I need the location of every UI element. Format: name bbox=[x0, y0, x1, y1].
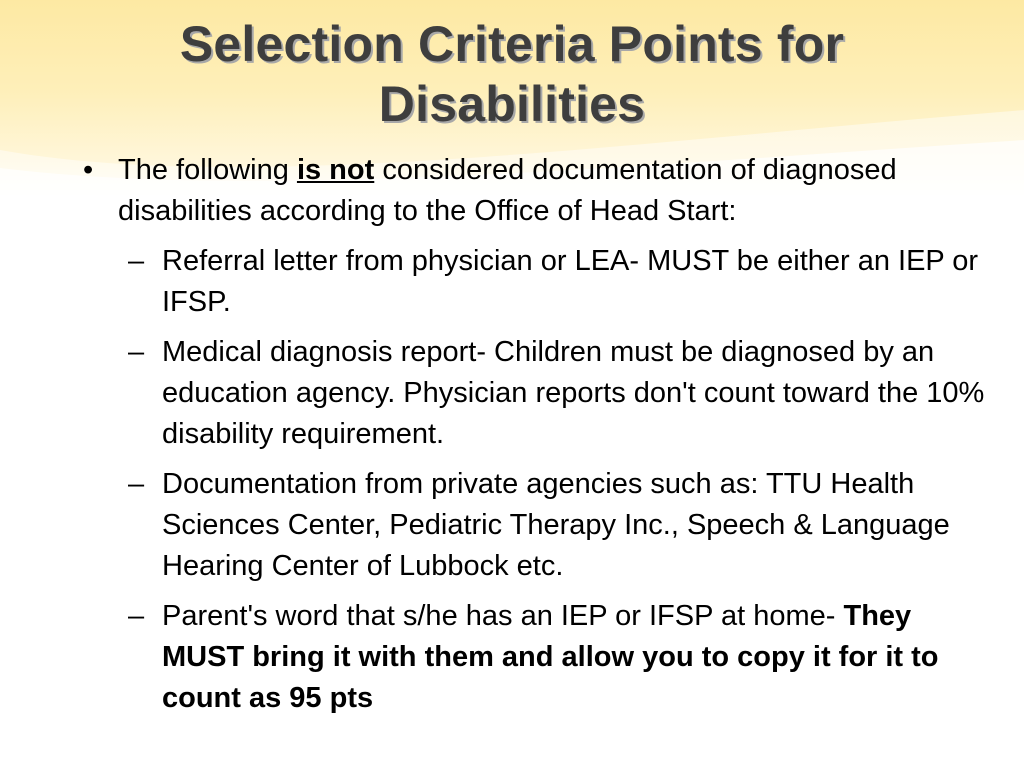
main-bullet-text-after: considered documentation of diagnosed disabilities according to the Office of Head Start: bbox=[118, 154, 897, 227]
sub-bullet-text: Medical diagnosis report- Children must be diagnosed by an education agency. Physician reports don't count toward the 10% disability requirement. bbox=[162, 336, 985, 450]
slide-body bbox=[80, 150, 1000, 719]
dash-marker: – bbox=[128, 468, 145, 500]
slide-title: Selection Criteria Points for Disabilities bbox=[179, 16, 845, 132]
dash-marker: – bbox=[128, 600, 145, 632]
dash-marker: – bbox=[128, 336, 145, 368]
sub-bullet-parent-word bbox=[80, 596, 1000, 719]
dash-marker: – bbox=[128, 245, 145, 277]
bullet-marker: • bbox=[83, 154, 94, 186]
sub-bullet-referral-letter bbox=[80, 241, 1000, 323]
sub-bullet-text: Parent's word that s/he has an IEP or IFSP at home- bbox=[162, 600, 836, 632]
sub-bullet-text: Documentation from private agencies such as: TTU Health Sciences Center, Pediatric Therapy Inc., Speech & Language Hearing Center of Lubbock etc. bbox=[162, 468, 950, 582]
sub-bullet-text: Referral letter from physician or LEA- MUST be either an IEP or IFSP. bbox=[162, 245, 979, 318]
sub-bullet-medical-diagnosis bbox=[80, 332, 1000, 455]
sub-bullet-bold-text: They MUST bring it with them and allow you to copy it for it to count as 95 pts bbox=[162, 600, 939, 714]
main-bullet bbox=[80, 150, 1000, 232]
main-bullet-text-before: The following bbox=[118, 154, 297, 186]
main-bullet-emphasis: is not bbox=[296, 154, 375, 186]
sub-bullet-private-agencies bbox=[80, 464, 1000, 587]
